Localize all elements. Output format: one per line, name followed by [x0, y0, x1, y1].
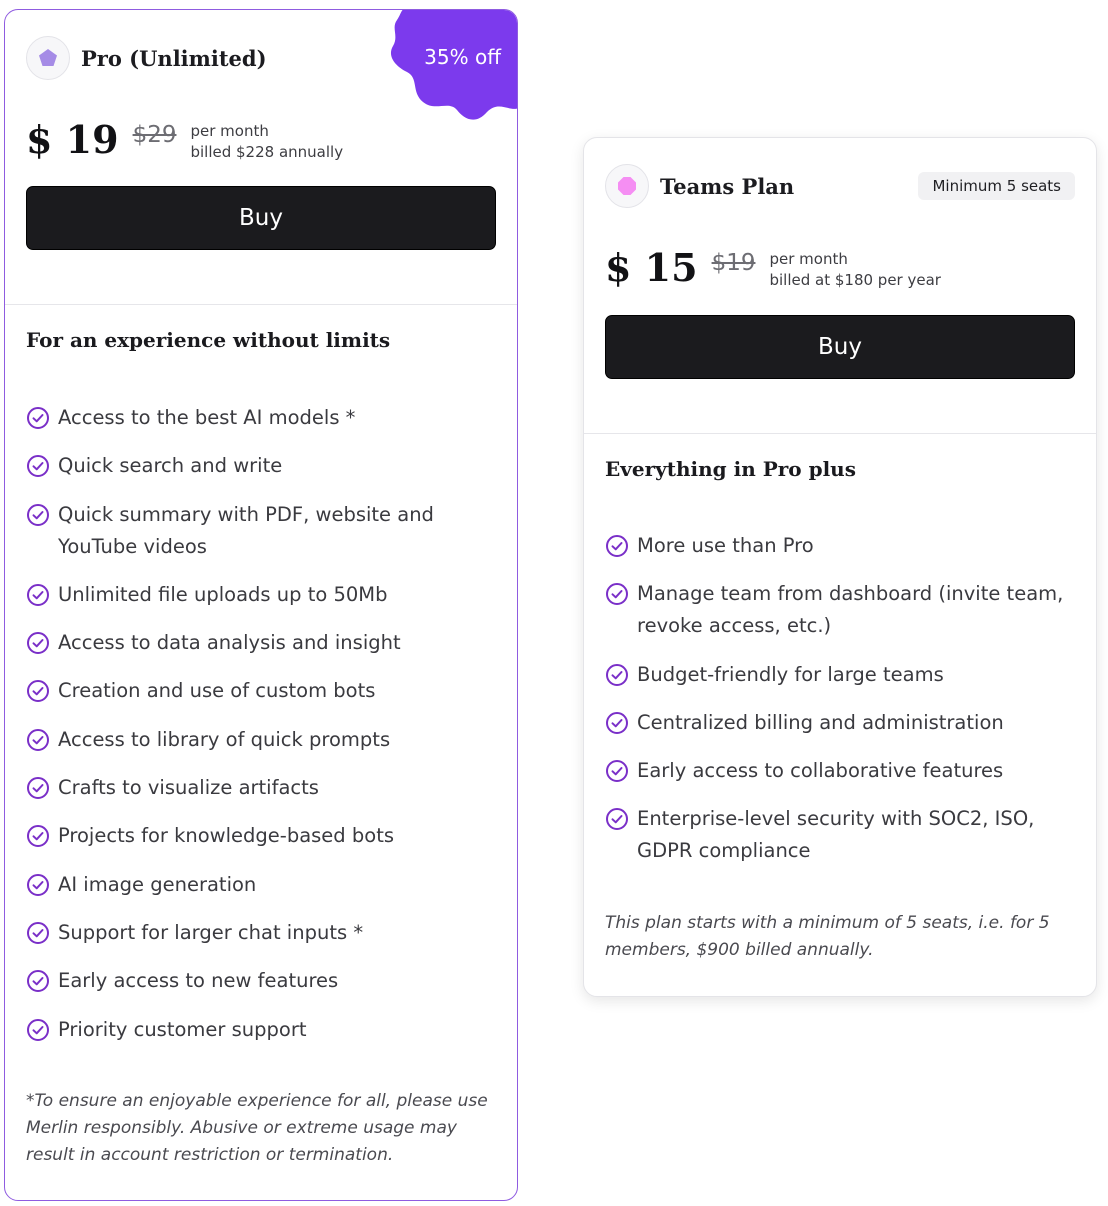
feature-item	[26, 499, 499, 563]
feature-item	[26, 869, 499, 901]
octagon-icon	[605, 164, 649, 208]
price-meta	[190, 121, 343, 163]
seats-footnote: This plan starts with a minimum of 5 seats, i.e. for 5 members, $900 billed annually.	[605, 913, 1050, 960]
check-circle-icon	[26, 969, 50, 993]
feature-text: Early access to new features	[58, 969, 339, 993]
billing-note: billed $228 annually	[190, 143, 344, 161]
check-circle-icon	[26, 631, 50, 655]
price: $ 19	[26, 117, 119, 162]
price: $ 15	[605, 245, 698, 290]
check-circle-icon	[605, 534, 629, 558]
feature-item	[605, 530, 1078, 562]
feature-item	[26, 724, 499, 756]
feature-text: Manage team from dashboard (invite team, revoke access, etc.)	[637, 582, 1064, 638]
section-title: For an experience without limits	[26, 328, 391, 352]
feature-item	[26, 402, 499, 434]
feature-item	[26, 772, 499, 804]
feature-item	[26, 917, 499, 949]
pro-plan-header	[26, 36, 267, 80]
buy-button[interactable]: Buy	[26, 186, 496, 250]
feature-text: Support for larger chat inputs *	[58, 920, 364, 944]
minimum-seats-badge: Minimum 5 seats	[918, 172, 1075, 200]
feature-item	[26, 450, 499, 482]
feature-text: Enterprise-level security with SOC2, ISO, GDPR compliance	[637, 807, 1035, 863]
feature-text: Priority customer support	[58, 1017, 307, 1041]
feature-text: More use than Pro	[637, 534, 814, 557]
feature-text: Centralized billing and administration	[637, 710, 1004, 734]
check-circle-icon	[605, 711, 629, 735]
check-circle-icon	[26, 583, 50, 607]
feature-text: Access to data analysis and insight	[58, 631, 401, 655]
check-circle-icon	[605, 582, 629, 606]
billing-period: per month	[190, 122, 269, 140]
price-meta	[769, 249, 940, 291]
feature-item	[26, 965, 499, 997]
feature-text: Crafts to visualize artifacts	[58, 776, 319, 800]
teams-plan-card	[583, 137, 1097, 997]
billing-period: per month	[769, 250, 848, 268]
divider	[584, 433, 1096, 434]
check-circle-icon	[26, 679, 50, 703]
feature-text: Access to library of quick prompts	[58, 727, 391, 751]
check-circle-icon	[26, 776, 50, 800]
feature-text: Creation and use of custom bots	[58, 679, 376, 703]
old-price: $29	[132, 122, 177, 148]
feature-text: Budget-friendly for large teams	[637, 662, 944, 686]
feature-item	[26, 1014, 499, 1046]
price-row	[605, 246, 941, 291]
feature-item	[26, 675, 499, 707]
feature-item	[605, 578, 1078, 642]
check-circle-icon	[26, 728, 50, 752]
feature-text: Projects for knowledge-based bots	[58, 824, 394, 848]
divider	[5, 304, 517, 305]
section-title: Everything in Pro plus	[605, 457, 856, 481]
usage-footnote: *To ensure an enjoyable experience for all, please use Merlin responsibly. Abusive or extreme usage may result in account restriction or termination.	[26, 1091, 488, 1165]
buy-button[interactable]: Buy	[605, 315, 1075, 379]
feature-text: Early access to collaborative features	[637, 759, 1004, 783]
check-circle-icon	[26, 824, 50, 848]
billing-note: billed at $180 per year	[769, 271, 941, 289]
feature-item	[26, 627, 499, 659]
plan-name: Pro (Unlimited)	[81, 45, 267, 71]
feature-list	[26, 402, 499, 1062]
check-circle-icon	[26, 503, 50, 527]
pro-plan-card	[4, 9, 518, 1201]
pentagon-icon	[26, 36, 70, 80]
check-circle-icon	[26, 873, 50, 897]
feature-item	[605, 659, 1078, 691]
teams-plan-header	[605, 164, 794, 208]
feature-item	[26, 579, 499, 611]
feature-list	[605, 530, 1078, 884]
feature-item	[26, 820, 499, 852]
feature-item	[605, 707, 1078, 739]
feature-text: AI image generation	[58, 872, 257, 896]
check-circle-icon	[605, 807, 629, 831]
discount-badge: 35% off	[424, 45, 501, 69]
check-circle-icon	[26, 1018, 50, 1042]
check-circle-icon	[605, 759, 629, 783]
feature-item	[605, 755, 1078, 787]
old-price: $19	[711, 250, 756, 276]
check-circle-icon	[26, 454, 50, 478]
feature-item	[605, 803, 1078, 867]
feature-text: Quick summary with PDF, website and YouTube videos	[58, 502, 434, 558]
check-circle-icon	[26, 921, 50, 945]
check-circle-icon	[26, 406, 50, 430]
check-circle-icon	[605, 663, 629, 687]
feature-text: Quick search and write	[58, 454, 283, 478]
plan-name: Teams Plan	[660, 173, 795, 199]
feature-text: Access to the best AI models *	[58, 406, 356, 429]
feature-text: Unlimited file uploads up to 50Mb	[58, 582, 388, 606]
price-row	[26, 118, 343, 163]
